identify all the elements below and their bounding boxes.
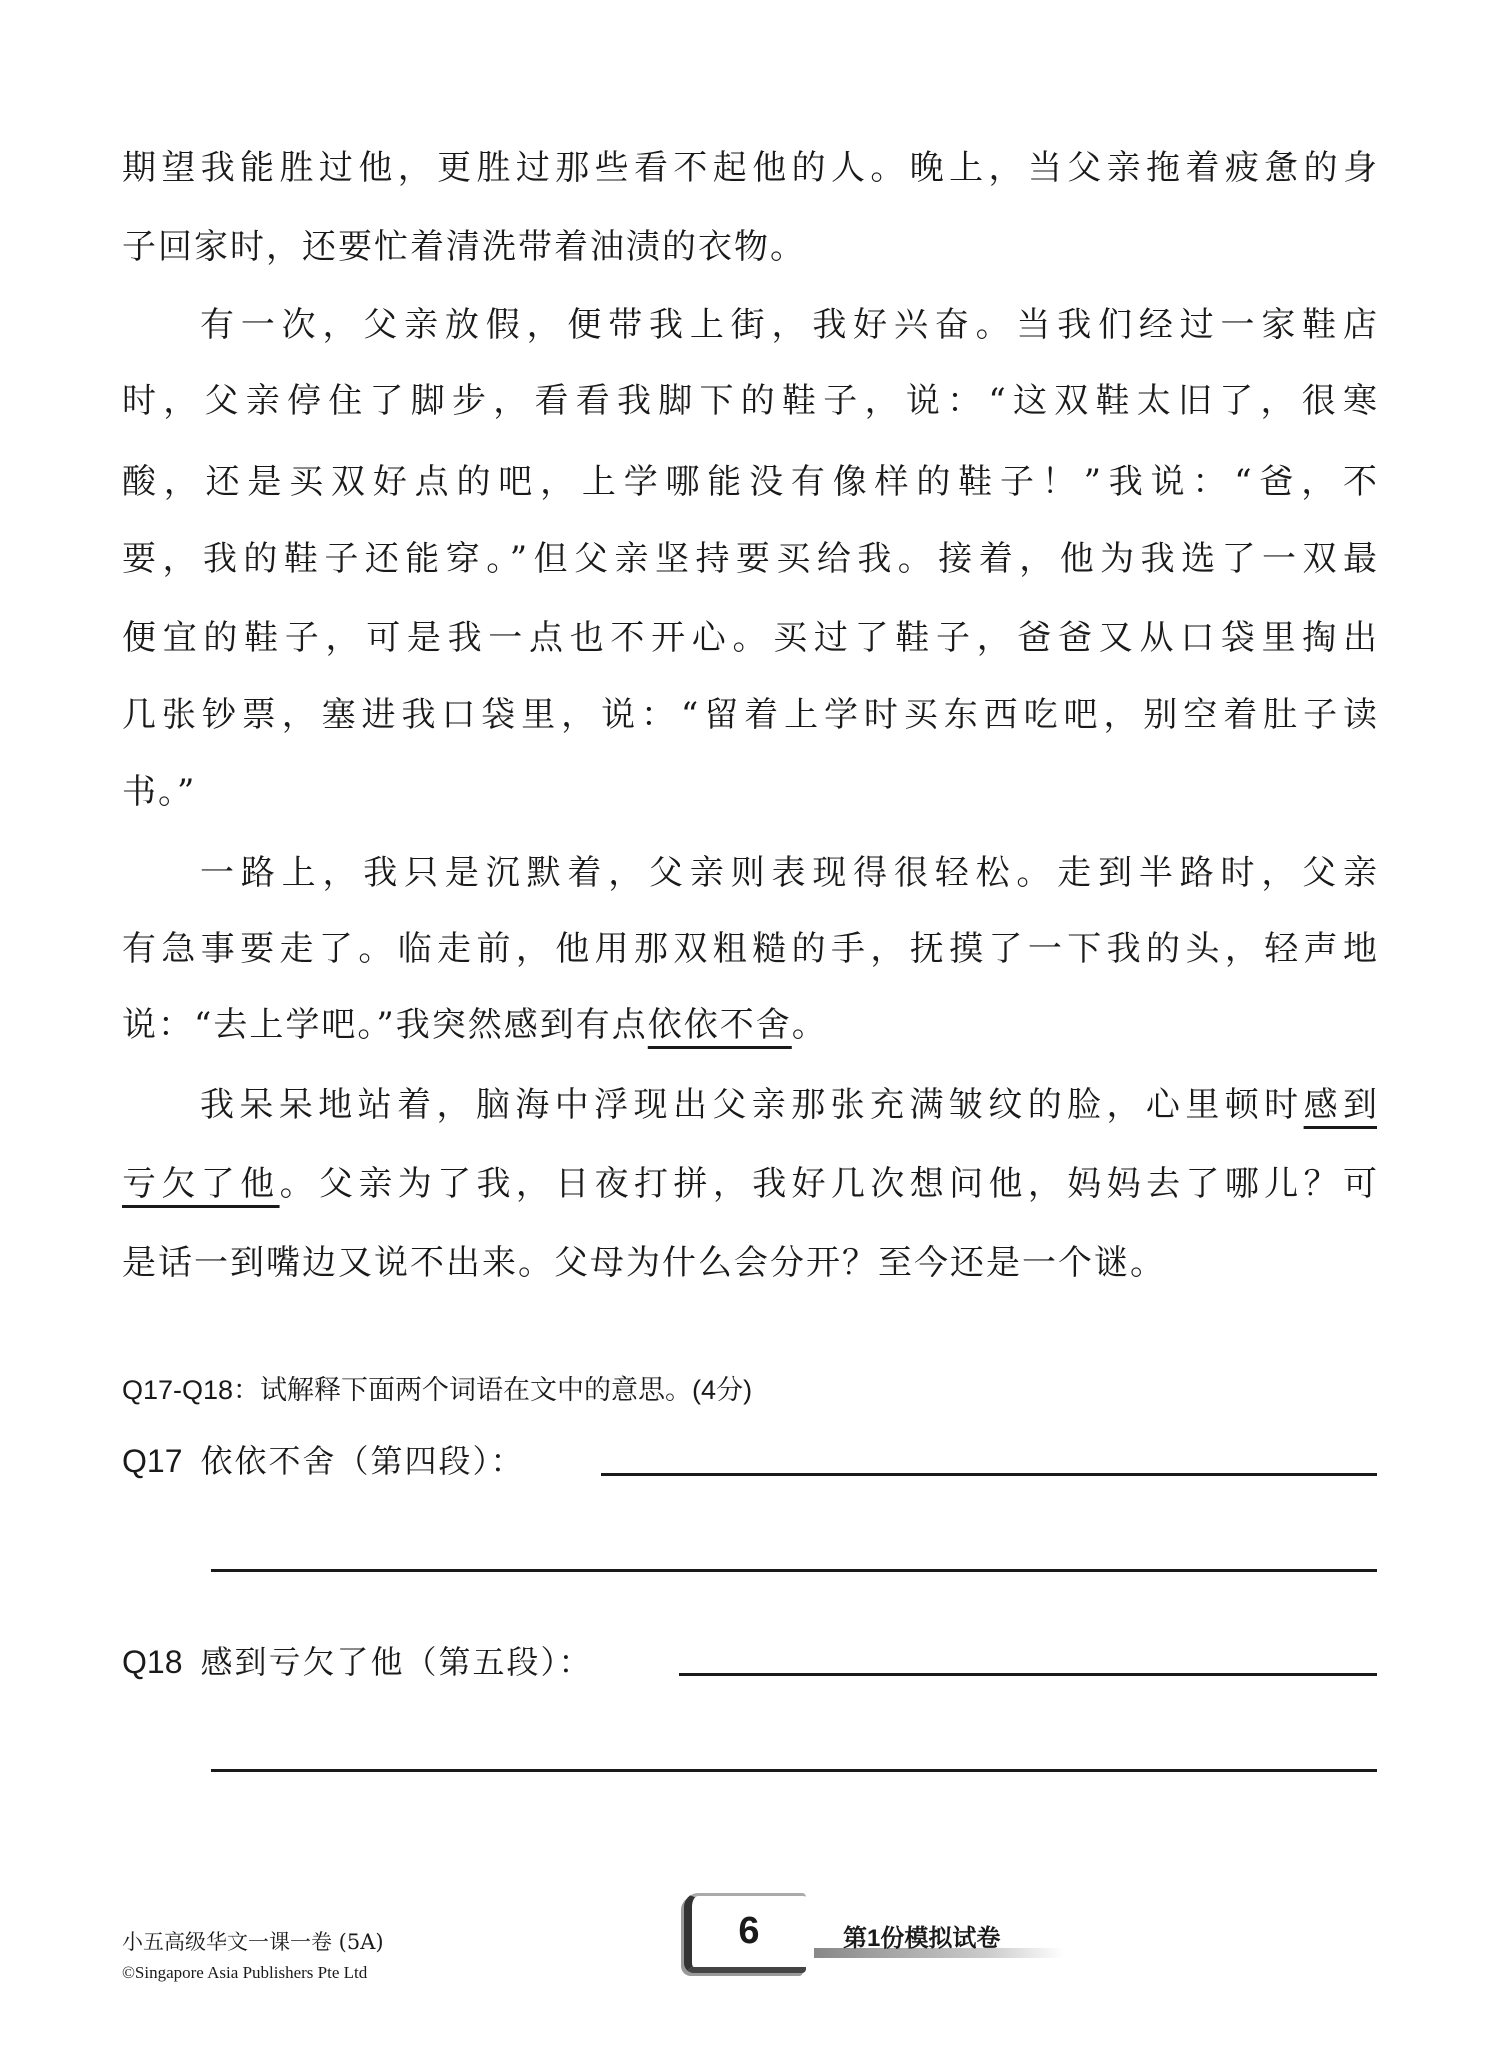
answer-line-q17-2[interactable] — [211, 1569, 1377, 1572]
text-segment: 子回家时，还要忙着清洗带着油渍的衣物。 — [122, 227, 806, 267]
passage-line — [122, 766, 1377, 818]
text-segment: 几张钞票，塞进我口袋里，说：“留着上学时买东西吃吧，别空着肚子读 — [122, 695, 1377, 735]
passage-line — [122, 1079, 1377, 1131]
text-segment: 书。” — [122, 772, 197, 812]
section-title: 第1份模拟试卷 — [843, 1925, 1001, 1952]
text-segment: 是话一到嘴边又说不出来。父母为什么会分开？至今还是一个谜。 — [122, 1243, 1166, 1283]
book-title: 小五高级华文一课一卷 (5A) — [122, 1930, 384, 1954]
text-segment: 要，我的鞋子还能穿。”但父亲坚持要买给我。接着，他为我选了一双最 — [122, 539, 1377, 579]
answer-line-q17-1[interactable] — [601, 1473, 1377, 1476]
text-segment: 有一次，父亲放假，便带我上街，我好兴奋。当我们经过一家鞋店 — [200, 305, 1377, 345]
passage-line — [122, 456, 1377, 508]
passage-line — [122, 375, 1377, 427]
text-segment: 。 — [791, 1005, 828, 1045]
text-segment: 。父亲为了我，日夜打拼，我好几次想问他，妈妈去了哪儿？可 — [279, 1164, 1378, 1204]
text-segment: 一路上，我只是沉默着，父亲则表现得很轻松。走到半路时，父亲 — [200, 853, 1377, 893]
underlined-phrase: 依依不舍 — [647, 1005, 792, 1045]
page-number: 6 — [738, 1910, 760, 1952]
text-segment: 说：“去上学吧。”我突然感到有点 — [122, 1005, 648, 1045]
passage-line — [122, 1158, 1377, 1210]
answer-line-q18-2[interactable] — [211, 1769, 1377, 1772]
passage-line — [122, 299, 1377, 351]
page-number-tab — [684, 1893, 806, 1973]
text-segment: 酸，还是买双好点的吧，上学哪能没有像样的鞋子！”我说：“爸，不 — [122, 462, 1377, 502]
text-segment: 我呆呆地站着，脑海中浮现出父亲那张充满皱纹的脸，心里顿时 — [200, 1085, 1304, 1125]
question-instruction: Q17-Q18：试解释下面两个词语在文中的意思。(4分) — [122, 1375, 753, 1405]
passage-line — [122, 689, 1377, 741]
text-segment: 时，父亲停住了脚步，看看我脚下的鞋子，说：“这双鞋太旧了，很寒 — [122, 381, 1377, 421]
question-text: 感到亏欠了他（第五段）： — [200, 1643, 593, 1681]
answer-line-q18-1[interactable] — [679, 1673, 1377, 1676]
passage-line — [122, 923, 1377, 975]
text-segment: 有急事要走了。临走前，他用那双粗糙的手，抚摸了一下我的头，轻声地 — [122, 929, 1377, 969]
passage-line — [122, 533, 1377, 585]
question-text: 依依不舍（第四段）： — [200, 1442, 525, 1480]
question-number: Q18 — [122, 1644, 183, 1680]
passage-line — [122, 1237, 1377, 1289]
question-17 — [122, 1436, 525, 1482]
question-number: Q17 — [122, 1443, 183, 1479]
text-segment: 便宜的鞋子，可是我一点也不开心。买过了鞋子，爸爸又从口袋里掏出 — [122, 618, 1377, 658]
copyright: ©Singapore Asia Publishers Pte Ltd — [122, 1963, 368, 1982]
text-segment: 期望我能胜过他，更胜过那些看不起他的人。晚上，当父亲拖着疲惫的身 — [122, 148, 1377, 188]
passage-line — [122, 142, 1377, 194]
passage-line — [122, 999, 1377, 1051]
question-18 — [122, 1637, 593, 1683]
passage-line — [122, 847, 1377, 899]
passage-line — [122, 612, 1377, 664]
underlined-phrase: 感到 — [1303, 1085, 1378, 1125]
underlined-phrase: 亏欠了他 — [122, 1164, 280, 1204]
passage-line — [122, 221, 1377, 273]
